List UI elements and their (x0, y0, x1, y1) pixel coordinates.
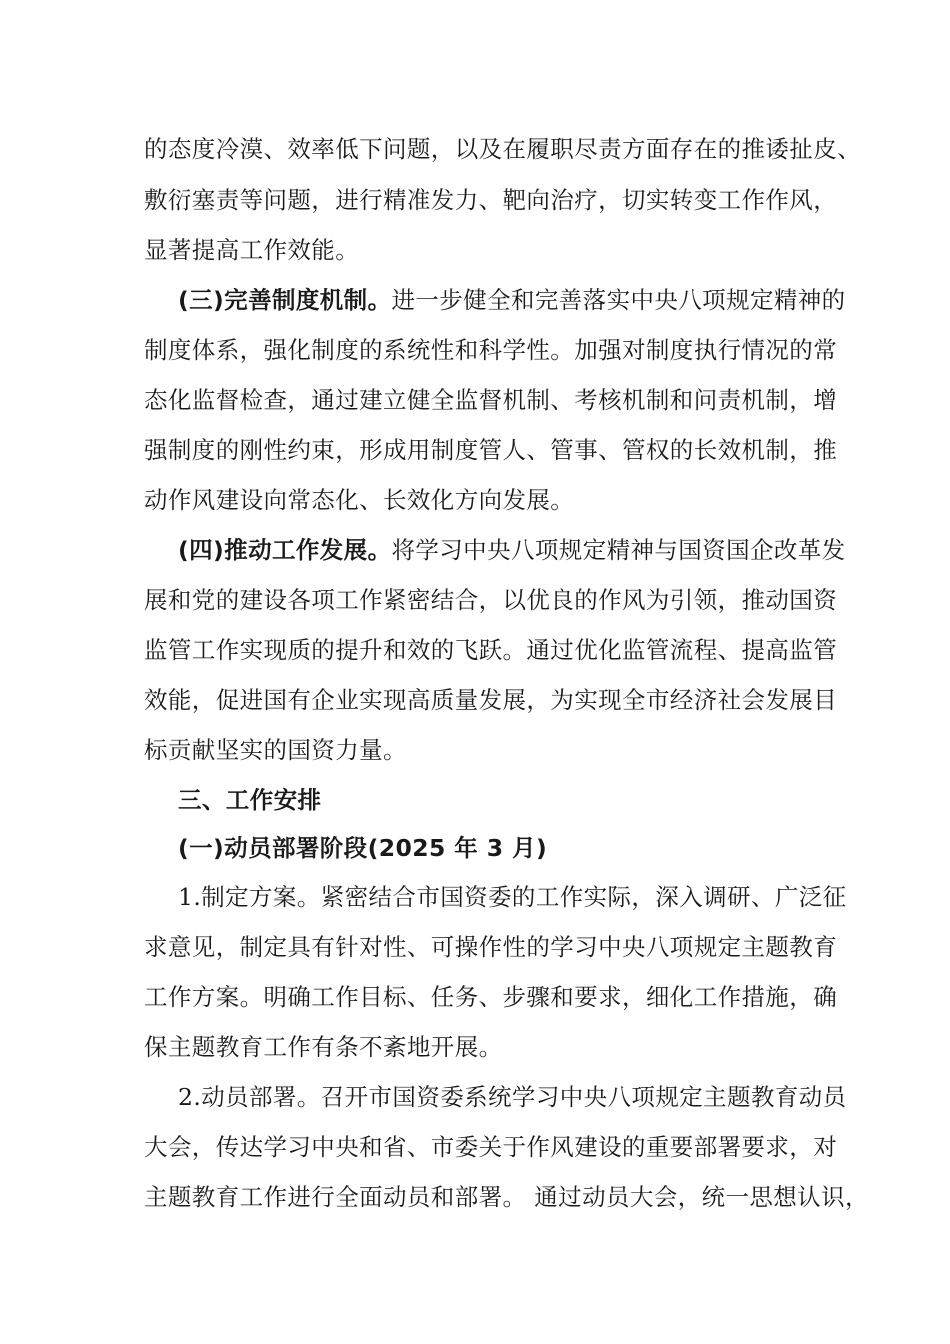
paragraph-line: 主题教育工作进行全面动员和部署。 通过动员大会，统一思想认识， (144, 1183, 869, 1211)
paragraph-line: 制度体系，强化制度的系统性和科学性。加强对制度执行情况的常 (144, 336, 838, 364)
paragraph-line: 监管工作实现质的提升和效的飞跃。通过优化监管流程、提高监管 (144, 636, 838, 664)
paragraph-line: 展和党的建设各项工作紧密结合，以优良的作风为引领，推动国资 (144, 586, 838, 614)
paragraph-text: 进一步健全和完善落实中央八项规定精神的 (391, 286, 846, 314)
paragraph-line: 强制度的刚性约束，形成用制度管人、管事、管权的长效机制，推 (144, 436, 838, 464)
paragraph-line: 求意见，制定具有针对性、可操作性的学习中央八项规定主题教育 (144, 933, 838, 961)
paragraph-line: 敷衍塞责等问题，进行精准发力、靶向治疗，切实转变工作作风， (144, 186, 838, 214)
paragraph-first-line: 1.制定方案。紧密结合市国资委的工作实际，深入调研、广泛征 (178, 883, 847, 911)
paragraph-line: 显著提高工作效能。 (144, 236, 360, 264)
paragraph-line: 工作方案。明确工作目标、任务、步骤和要求，细化工作措施，确 (144, 983, 838, 1011)
paragraph-line: 动作风建设向常态化、长效化方向发展。 (144, 486, 575, 514)
paragraph-first-line (178, 275, 846, 325)
section-heading: 三、工作安排 (178, 786, 322, 814)
paragraph-line: 的态度冷漠、效率低下问题，以及在履职尽责方面存在的推诿扯皮、 (144, 135, 861, 163)
paragraph-line: 标贡献坚实的国资力量。 (144, 736, 407, 764)
paragraph-line: 态化监督检查，通过建立健全监督机制、考核机制和问责机制，增 (144, 386, 838, 414)
subsection-heading: (一)动员部署阶段(2025 年 3 月) (178, 834, 548, 862)
paragraph-bold-lead: (三)完善制度机制。 (178, 286, 392, 314)
paragraph-line: 效能，促进国有企业实现高质量发展，为实现全市经济社会发展目 (144, 686, 838, 714)
paragraph-first-line (178, 525, 846, 575)
paragraph-first-line: 2.动员部署。召开市国资委系统学习中央八项规定主题教育动员 (178, 1083, 847, 1111)
paragraph-text: 将学习中央八项规定精神与国资国企改革发 (391, 536, 846, 564)
paragraph-line: 大会，传达学习中央和省、市委关于作风建设的重要部署要求，对 (144, 1133, 838, 1161)
paragraph-bold-lead: (四)推动工作发展。 (178, 536, 392, 564)
paragraph-line: 保主题教育工作有条不紊地开展。 (144, 1033, 503, 1061)
